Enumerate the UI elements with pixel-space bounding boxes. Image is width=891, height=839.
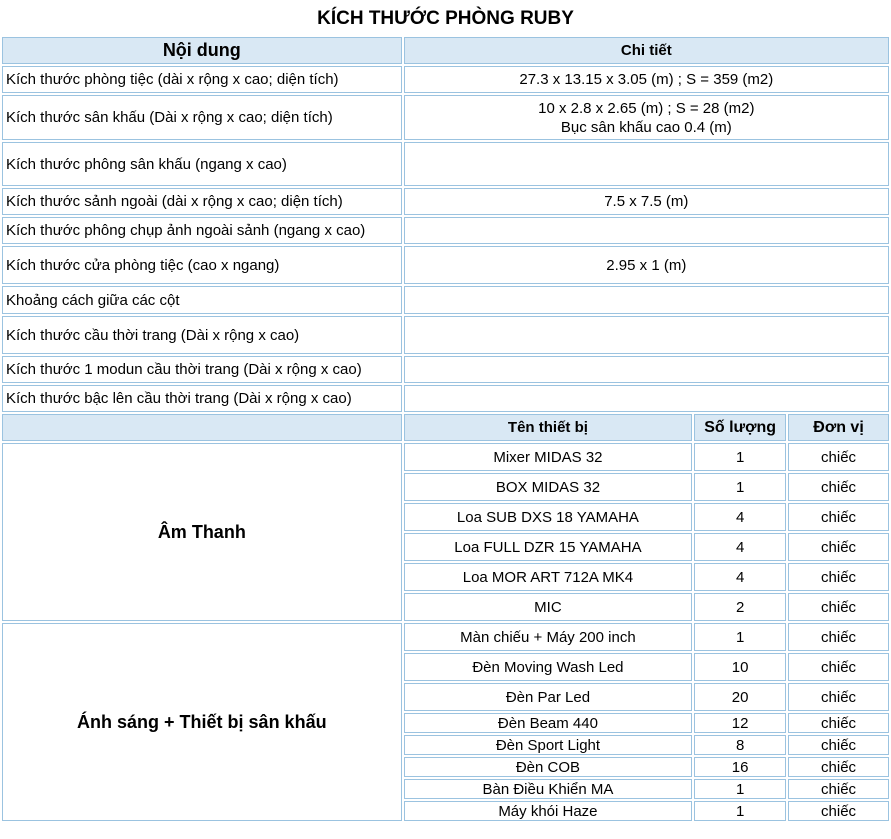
equipment-unit: chiếc <box>788 623 889 651</box>
equipment-row <box>2 623 889 651</box>
spec-label: Kích thước phòng tiệc (dài x rộng x cao; diện tích) <box>2 66 402 93</box>
equipment-unit: chiếc <box>788 735 889 755</box>
equipment-unit: chiếc <box>788 801 889 821</box>
spec-row <box>2 246 889 284</box>
equipment-name: Loa SUB DXS 18 YAMAHA <box>404 503 693 531</box>
spec-value-line: Bục sân khấu cao 0.4 (m) <box>560 118 732 136</box>
spec-value <box>404 316 889 354</box>
header-unit: Đơn vị <box>788 414 889 441</box>
equipment-name: Đèn Par Led <box>404 683 693 711</box>
equipment-unit: chiếc <box>788 443 889 471</box>
spec-value: 2.95 x 1 (m) <box>404 246 889 284</box>
header-details: Chi tiết <box>404 37 889 64</box>
equipment-qty: 2 <box>694 593 786 621</box>
equipment-qty: 1 <box>694 443 786 471</box>
equipment-unit: chiếc <box>788 779 889 799</box>
spec-value <box>404 385 889 412</box>
spec-label: Kích thước sân khấu (Dài x rộng x cao; diện tích) <box>2 95 402 140</box>
spec-label: Kích thước bậc lên cầu thời trang (Dài x rộng x cao) <box>2 385 402 412</box>
equipment-qty: 20 <box>694 683 786 711</box>
equipment-name: Đèn COB <box>404 757 693 777</box>
equipment-name: Máy khói Haze <box>404 801 693 821</box>
equipment-qty: 1 <box>694 779 786 799</box>
equipment-unit: chiếc <box>788 503 889 531</box>
equipment-name: BOX MIDAS 32 <box>404 473 693 501</box>
equipment-qty: 10 <box>694 653 786 681</box>
spec-label: Kích thước cửa phòng tiệc (cao x ngang) <box>2 246 402 284</box>
equipment-unit: chiếc <box>788 473 889 501</box>
equipment-qty: 16 <box>694 757 786 777</box>
spec-value: 27.3 x 13.15 x 3.05 (m) ; S = 359 (m2) <box>404 66 889 93</box>
equipment-name: Loa FULL DZR 15 YAMAHA <box>404 533 693 561</box>
spec-value <box>404 217 889 244</box>
equipment-unit: chiếc <box>788 713 889 733</box>
equipment-qty: 8 <box>694 735 786 755</box>
spec-label: Kích thước sảnh ngoài (dài x rộng x cao; diện tích) <box>2 188 402 215</box>
spec-row <box>2 356 889 383</box>
equipment-qty: 12 <box>694 713 786 733</box>
spec-value <box>404 286 889 314</box>
equipment-row <box>2 443 889 471</box>
equipment-name: Đèn Moving Wash Led <box>404 653 693 681</box>
spec-row <box>2 95 889 140</box>
equipment-qty: 4 <box>694 533 786 561</box>
equipment-unit: chiếc <box>788 533 889 561</box>
spec-label: Kích thước 1 modun cầu thời trang (Dài x rộng x cao) <box>2 356 402 383</box>
header-quantity: Số lượng <box>694 414 786 441</box>
equipment-unit: chiếc <box>788 683 889 711</box>
spec-value <box>404 142 889 186</box>
equipment-unit: chiếc <box>788 757 889 777</box>
group-name-lighting: Ánh sáng + Thiết bị sân khấu <box>2 623 402 821</box>
spec-row <box>2 66 889 93</box>
spec-row <box>2 142 889 186</box>
spec-label: Kích thước phông sân khấu (ngang x cao) <box>2 142 402 186</box>
equipment-qty: 1 <box>694 473 786 501</box>
equipment-name: Bàn Điều Khiển MA <box>404 779 693 799</box>
equipment-unit: chiếc <box>788 653 889 681</box>
spec-value-multiline <box>404 95 889 140</box>
equipment-header-blank <box>2 414 402 441</box>
group-name-sound: Âm Thanh <box>2 443 402 621</box>
spec-row <box>2 217 889 244</box>
header-content: Nội dung <box>2 37 402 64</box>
spec-label: Kích thước phông chụp ảnh ngoài sảnh (ngang x cao) <box>2 217 402 244</box>
header-equipment-name: Tên thiết bị <box>404 414 693 441</box>
page-title: KÍCH THƯỚC PHÒNG RUBY <box>317 7 574 29</box>
equipment-unit: chiếc <box>788 563 889 591</box>
equipment-name: Mixer MIDAS 32 <box>404 443 693 471</box>
equipment-qty: 4 <box>694 503 786 531</box>
spec-label: Khoảng cách giữa các cột <box>2 286 402 314</box>
equipment-qty: 1 <box>694 623 786 651</box>
spec-row <box>2 316 889 354</box>
spec-value <box>404 356 889 383</box>
equipment-name: Đèn Sport Light <box>404 735 693 755</box>
equipment-name: MIC <box>404 593 693 621</box>
equipment-unit: chiếc <box>788 593 889 621</box>
equipment-header-row <box>2 414 889 441</box>
spec-label: Kích thước cầu thời trang (Dài x rộng x cao) <box>2 316 402 354</box>
spec-row <box>2 385 889 412</box>
equipment-name: Loa MOR ART 712A MK4 <box>404 563 693 591</box>
spec-value-line: 10 x 2.8 x 2.65 (m) ; S = 28 (m2) <box>538 99 755 117</box>
equipment-qty: 4 <box>694 563 786 591</box>
spec-value: 7.5 x 7.5 (m) <box>404 188 889 215</box>
spec-row <box>2 188 889 215</box>
spec-row <box>2 286 889 314</box>
equipment-name: Màn chiếu + Máy 200 inch <box>404 623 693 651</box>
equipment-qty: 1 <box>694 801 786 821</box>
equipment-name: Đèn Beam 440 <box>404 713 693 733</box>
